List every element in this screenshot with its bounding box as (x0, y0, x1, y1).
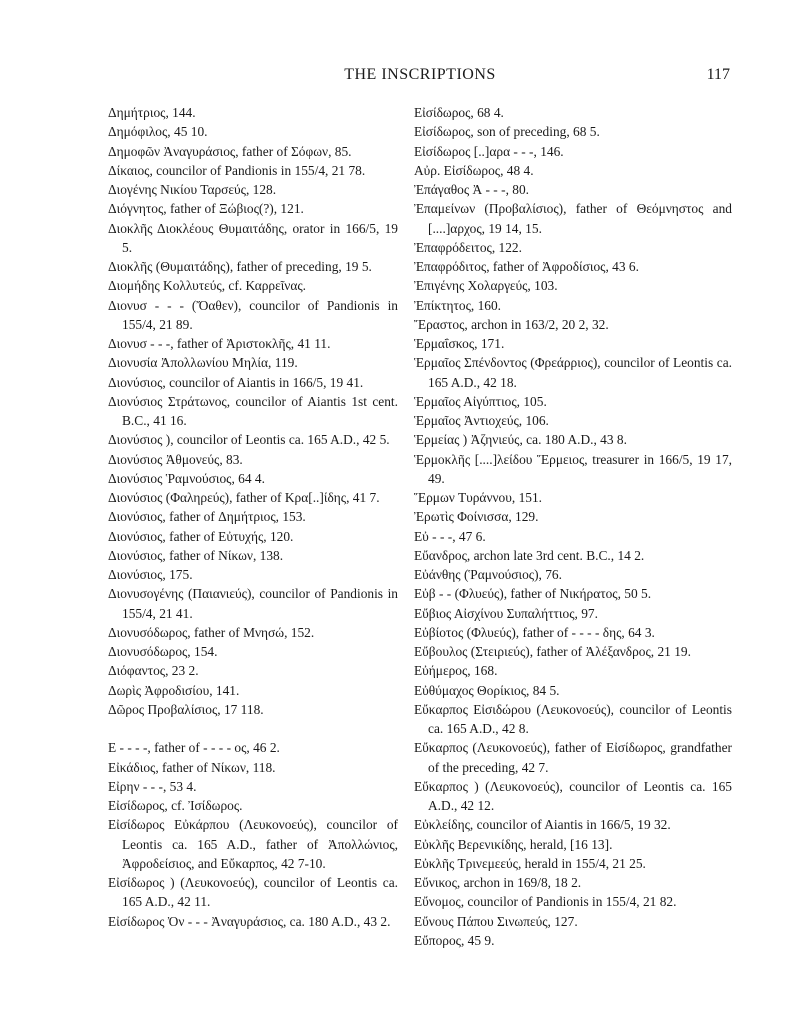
index-entry: Ἑρμείας ) Ἀζηνιεύς, ca. 180 A.D., 43 8. (414, 432, 627, 448)
section-gap (108, 719, 398, 738)
index-entry: Διονύσιος ), councilor of Leontis ca. 165 A.D., 42 5. (108, 432, 390, 448)
index-entry: Εὐβίοτος (Φλυεύς), father of - - - - δης, 64 3. (414, 624, 655, 640)
index-entry: Διονύσιος Ῥαμνούσιος, 64 4. (108, 470, 265, 486)
index-entry: Εὐήμερος, 168. (414, 663, 498, 679)
index-entry: Διονύσιος, 175. (108, 567, 193, 582)
index-entry: Διονυσόδωρος, father of Μνησώ, 152. (108, 624, 315, 640)
page-number: 117 (706, 66, 730, 83)
index-column-left (108, 103, 398, 931)
index-entry: Εὐθύμαχος Θορίκιος, 84 5. (414, 682, 560, 698)
index-entry: Εὔπορος, 45 9. (414, 932, 495, 948)
index-column-right (414, 103, 732, 950)
index-entry: Εὔκαρπος Εἰσιδώρου (Λευκονοεύς), councilor of Leontis ca. 165 A.D., 42 8. (414, 701, 732, 736)
index-entry: Διοκλῆς Διοκλέους Θυμαιτάδης, orator in 166/5, 19 5. (108, 220, 398, 255)
index-entry: Ἑρμαῖος Ἀντιοχεύς, 106. (414, 413, 549, 428)
index-entry: Εὔνικος, archon in 169/8, 18 2. (414, 875, 582, 890)
index-entry: Δωρὶς Ἀφροδισίου, 141. (108, 682, 240, 698)
index-entry: Αὐρ. Εἰσίδωρος, 48 4. (414, 162, 534, 178)
index-entry: Ἕρμων Τυράννου, 151. (414, 490, 543, 505)
index-entry: Διόγνητος, father of Ξώβιος(?), 121. (108, 201, 304, 217)
index-entry: Εὐβ - - (Φλυεύς), father of Νικήρατος, 50 5. (414, 586, 652, 602)
index-entry: Εὔβουλος (Στειριεύς), father of Ἀλέξανδρος, 21 19. (414, 644, 691, 659)
index-entry: Ε - - - -, father of - - - - ος, 46 2. (108, 740, 280, 756)
index-entry: Εἰσίδωρος, cf. Ἰσίδωρος. (108, 798, 243, 813)
running-title: THE INSCRIPTIONS (344, 66, 496, 83)
index-entry: Διονυσία Ἀπολλωνίου Μηλία, 119. (108, 355, 298, 371)
index-entry: Εὔανδρος, archon late 3rd cent. B.C., 14 2. (414, 547, 645, 563)
index-entry: Διονύσιος, father of Δημήτριος, 153. (108, 509, 306, 525)
index-entry: Εὔκαρπος ) (Λευκονοεύς), councilor of Leontis ca. 165 A.D., 42 12. (414, 778, 732, 813)
index-entry: Εὐκλείδης, councilor of Aiantis in 166/5, 19 32. (414, 817, 671, 833)
index-entry: Διονυσ - - -, father of Ἀριστοκλῆς, 41 11. (108, 336, 331, 351)
index-entry: Διονύσιος (Φαληρεύς), father of Κρα[..]ίδης, 41 7. (108, 490, 380, 505)
index-entry: Δίκαιος, councilor of Pandionis in 155/4, 21 78. (108, 162, 366, 178)
index-entry: Εἰσίδωρος [..]αρα - - -, 146. (414, 143, 564, 159)
index-entry: Ἐπίκτητος, 160. (414, 297, 502, 313)
index-entry: Εὐκλῆς Τρινεμεεύς, herald in 155/4, 21 25. (414, 855, 646, 871)
index-entry: Διονύσιος Ἀθμονεύς, 83. (108, 451, 243, 467)
index-entry: Διονύσιος, father of Νίκων, 138. (108, 547, 284, 563)
index-entry: Εὔνους Πάπου Σινωπεύς, 127. (414, 913, 578, 929)
index-entry: Δημοφῶν Ἀναγυράσιος, father of Σόφων, 85. (108, 143, 352, 159)
index-entry: Ἐπαφρόδιτος, father of Ἀφροδίσιος, 43 6. (414, 259, 639, 274)
index-entry: Διογένης Νικίου Ταρσεύς, 128. (108, 182, 277, 197)
index-entry: Ἐπάγαθος Ἀ - - -, 80. (414, 182, 530, 197)
index-entry: Ἑρμαΐσκος, 171. (414, 336, 505, 351)
index-entry: Εὐάνθης (Ῥαμνούσιος), 76. (414, 567, 562, 582)
index-entry: Ἐρωτὶς Φοίνισσα, 129. (414, 509, 539, 525)
index-entry: Διονυσογένης (Παιανιεύς), councilor of Pandionis in 155/4, 21 41. (108, 586, 398, 621)
index-entry: Εὔβιος Αἰσχίνου Συπαλήττιος, 97. (414, 605, 598, 621)
index-entry: Ἑρμοκλῆς [....]λείδου Ἕρμειος, treasurer in 166/5, 19 17, 49. (414, 451, 732, 486)
index-entry: Δημόφιλος, 45 10. (108, 124, 208, 140)
index-entry: Εἰσίδωρος Ὀν - - - Ἀναγυράσιος, ca. 180 A.D., 43 2. (108, 913, 391, 929)
index-entry: Διονύσιος, councilor of Aiantis in 166/5, 19 41. (108, 374, 364, 390)
index-entry: Εἰρην - - -, 53 4. (108, 778, 197, 794)
index-entry: Εὔκαρπος (Λευκονοεύς), father of Εἰσίδωρος, grandfather of the preceding, 42 7. (414, 740, 732, 775)
index-entry: Διονυσόδωρος, 154. (108, 644, 218, 659)
index-entry: Εἰσίδωρος, 68 4. (414, 105, 504, 120)
page-header (110, 66, 730, 86)
index-entry: Διοκλῆς (Θυμαιτάδης), father of preceding, 19 5. (108, 259, 372, 274)
index-entry: Ἑρμαῖος Αἰγύπτιος, 105. (414, 393, 547, 409)
index-entry: Διονύσιος, father of Εὐτυχής, 120. (108, 528, 294, 544)
index-entry: Δημήτριος, 144. (108, 105, 196, 120)
index-entry: Διονυσ - - - (Ὄαθεν), councilor of Pandionis in 155/4, 21 89. (108, 297, 398, 332)
index-entry: Ἐπαμείνων (Προβαλίσιος), father of Θεόμνηστος and [....]αρχος, 19 14, 15. (414, 201, 732, 236)
index-entry: Ἐπαφρόδειτος, 122. (414, 239, 522, 255)
index-entry: Δῶρος Προβαλίσιος, 17 118. (108, 701, 264, 717)
index-entry: Εὐκλῆς Βερενικίδης, herald, [16 13]. (414, 836, 613, 852)
index-entry: Εἰσίδωρος Εὐκάρπου (Λευκονοεύς), councilor of Leontis ca. 165 A.D., father of Ἀπολλώνιος, Ἀφροδείσιος, and Εὔκαρπος, 42 7-10. (108, 817, 398, 871)
index-entry: Εὔνομος, councilor of Pandionis in 155/4, 21 82. (414, 894, 677, 910)
index-entry: Εὐ - - -, 47 6. (414, 528, 486, 544)
index-entry: Εἰσίδωρος ) (Λευκονοεύς), councilor of Leontis ca. 165 A.D., 42 11. (108, 875, 398, 910)
index-entry: Ἑρμαῖος Σπένδοντος (Φρεάρριος), councilor of Leontis ca. 165 A.D., 42 18. (414, 355, 732, 390)
index-entry: Διονύσιος Στράτωνος, councilor of Aiantis 1st cent. B.C., 41 16. (108, 393, 398, 428)
index-entry: Ἔραστος, archon in 163/2, 20 2, 32. (414, 316, 609, 332)
index-entry: Εἰκάδιος, father of Νίκων, 118. (108, 759, 276, 775)
index-entry: Διομήδης Κολλυτεύς, cf. Καρρεῖνας. (108, 278, 307, 294)
index-entry: Εἰσίδωρος, son of preceding, 68 5. (414, 124, 600, 140)
index-entry: Διόφαντος, 23 2. (108, 663, 199, 679)
index-entry: Ἐπιγένης Χολαργεύς, 103. (414, 278, 558, 294)
